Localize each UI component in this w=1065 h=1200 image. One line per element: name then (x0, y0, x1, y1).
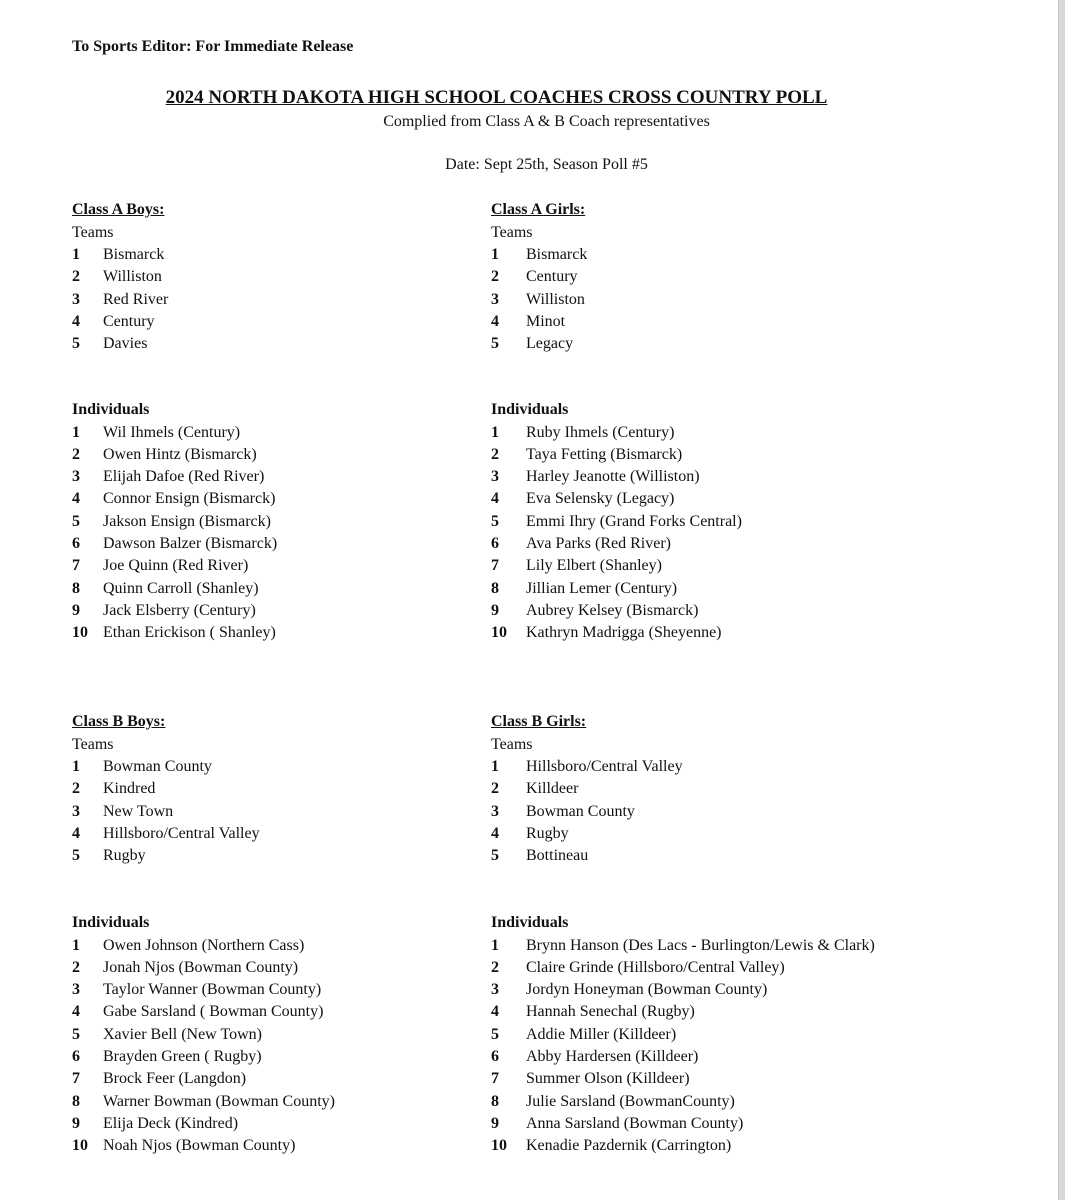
rank-number: 1 (491, 936, 499, 954)
class-b-girls-individuals-section (491, 912, 1011, 1157)
ranking-row (491, 957, 1011, 979)
ranking-row (72, 511, 452, 533)
ranking-row (72, 422, 452, 444)
ranking-row (491, 333, 991, 355)
ranked-name: Eva Selensky (Legacy) (526, 490, 675, 508)
rank-number: 9 (72, 1114, 80, 1132)
class-a-boys-individuals-list (72, 422, 452, 645)
rank-number: 2 (491, 268, 499, 286)
ranked-name: Red River (103, 290, 169, 308)
ranked-name: Taylor Wanner (Bowman County) (103, 981, 322, 999)
ranking-row (72, 1113, 452, 1135)
rank-number: 8 (491, 579, 499, 597)
rank-number: 1 (72, 758, 80, 775)
ranking-row (491, 511, 991, 533)
ranking-row (491, 845, 1011, 867)
rank-number: 7 (72, 1070, 80, 1088)
ranked-name: Bismarck (103, 246, 165, 263)
rank-number: 4 (72, 824, 80, 842)
ranking-row (72, 289, 452, 311)
rank-number: 8 (72, 579, 80, 597)
teams-label: Teams (491, 223, 533, 241)
ranking-row (72, 1135, 452, 1157)
rank-number: 4 (491, 824, 499, 842)
individuals-label: Individuals (491, 401, 569, 418)
rank-number: 10 (72, 1137, 88, 1155)
class-b-boys-individuals-list (72, 935, 452, 1158)
teams-label: Teams (491, 735, 533, 753)
rank-number: 5 (491, 512, 499, 530)
rank-number: 2 (491, 780, 499, 798)
ranked-name: Warner Bowman (Bowman County) (103, 1092, 335, 1110)
ranked-name: Davies (103, 335, 148, 353)
ranked-name: Minot (526, 312, 566, 330)
rank-number: 6 (72, 534, 80, 552)
poll-title: 2024 NORTH DAKOTA HIGH SCHOOL COACHES CROSS COUNTRY POLL (165, 87, 828, 108)
rank-number: 5 (72, 847, 80, 865)
ranked-name: Hannah Senechal (Rugby) (526, 1003, 695, 1021)
ranking-row (72, 1046, 452, 1068)
ranked-name: Anna Sarsland (Bowman County) (526, 1114, 744, 1132)
ranking-row (491, 1135, 1011, 1157)
ranking-row (491, 778, 1011, 800)
ranked-name: Bottineau (526, 847, 589, 865)
ranking-row (491, 801, 1011, 823)
rank-number: 6 (72, 1047, 80, 1065)
rank-number: 5 (72, 1025, 80, 1043)
ranking-row (491, 488, 991, 510)
individuals-label: Individuals (72, 914, 150, 931)
class-b-boys-individuals-section (72, 912, 452, 1157)
class-a-boys-teams-list (72, 244, 452, 355)
rank-number: 4 (72, 1003, 80, 1021)
class-a-girls-teams-section (491, 199, 991, 355)
ranking-row (491, 1001, 1011, 1023)
class-a-girls-teams-list (491, 244, 991, 355)
ranking-row (72, 801, 452, 823)
ranked-name: Jordyn Honeyman (Bowman County) (526, 981, 768, 999)
class-a-boys-title: Class A Boys: (72, 201, 165, 218)
ranked-name: Bowman County (526, 802, 635, 820)
teams-label: Teams (72, 735, 114, 753)
ranked-name: Century (103, 312, 155, 330)
rank-number: 4 (491, 1003, 499, 1021)
ranking-row (72, 1001, 452, 1023)
rank-number: 6 (491, 534, 499, 552)
ranked-name: Kindred (103, 780, 156, 798)
ranked-name: Gabe Sarsland ( Bowman County) (103, 1003, 324, 1021)
rank-number: 2 (72, 268, 80, 286)
ranking-row (491, 1046, 1011, 1068)
rank-number: 1 (72, 246, 80, 263)
ranking-row (72, 533, 452, 555)
rank-number: 4 (491, 312, 499, 330)
ranked-name: Century (526, 268, 578, 286)
ranked-name: Williston (526, 290, 585, 308)
poll-subtitle: Complied from Class A & B Coach representatives (383, 113, 710, 130)
rank-number: 5 (72, 335, 80, 353)
ranked-name: Killdeer (526, 780, 579, 798)
ranked-name: Brynn Hanson (Des Lacs - Burlington/Lewis & Clark) (526, 936, 875, 954)
ranked-name: Joe Quinn (Red River) (103, 557, 249, 575)
ranked-name: Kathryn Madrigga (Sheyenne) (526, 624, 722, 642)
ranking-row (491, 533, 991, 555)
rank-number: 3 (491, 290, 499, 308)
ranked-name: Jack Elsberry (Century) (103, 601, 256, 619)
class-a-girls-individuals-list (491, 422, 991, 645)
ranking-row (72, 778, 452, 800)
rank-number: 3 (72, 468, 80, 486)
rank-number: 8 (72, 1092, 80, 1110)
ranked-name: Abby Hardersen (Killdeer) (526, 1047, 699, 1065)
rank-number: 3 (491, 802, 499, 820)
rank-number: 2 (491, 445, 499, 463)
ranked-name: Summer Olson (Killdeer) (526, 1070, 690, 1088)
rank-number: 10 (491, 624, 507, 642)
rank-number: 5 (72, 512, 80, 530)
ranking-row (491, 1091, 1011, 1113)
ranking-row (72, 1024, 452, 1046)
ranking-row (491, 289, 991, 311)
ranked-name: Jonah Njos (Bowman County) (103, 958, 299, 976)
ranking-row (491, 311, 991, 333)
ranked-name: Ethan Erickison ( Shanley) (103, 624, 276, 642)
rank-number: 9 (491, 601, 499, 619)
ranking-row (491, 466, 991, 488)
rank-number: 2 (491, 958, 499, 976)
ranked-name: Jillian Lemer (Century) (526, 579, 678, 597)
class-a-boys-teams-section (72, 199, 452, 355)
rank-number: 2 (72, 445, 80, 463)
ranking-row (491, 979, 1011, 1001)
rank-number: 7 (491, 1070, 499, 1088)
rank-number: 5 (491, 1025, 499, 1043)
rank-number: 6 (491, 1047, 499, 1065)
ranked-name: Kenadie Pazdernik (Carrington) (526, 1137, 732, 1155)
ranking-row (72, 622, 452, 644)
rank-number: 9 (72, 601, 80, 619)
ranking-row (72, 823, 452, 845)
ranking-row (491, 1024, 1011, 1046)
ranked-name: Aubrey Kelsey (Bismarck) (526, 601, 699, 619)
ranking-row (491, 555, 991, 577)
class-b-girls-teams-section (491, 711, 1011, 867)
ranking-row (491, 1113, 1011, 1135)
ranked-name: Ava Parks (Red River) (526, 534, 671, 552)
rank-number: 7 (491, 557, 499, 575)
ranked-name: Claire Grinde (Hillsboro/Central Valley) (526, 958, 785, 976)
ranking-row (72, 444, 452, 466)
class-b-boys-teams-list (72, 756, 452, 867)
ranked-name: Rugby (103, 847, 146, 865)
ranked-name: Ruby Ihmels (Century) (526, 423, 675, 441)
ranking-row (491, 600, 991, 622)
ranking-row (491, 935, 1011, 957)
ranking-row (72, 600, 452, 622)
ranking-row (491, 823, 1011, 845)
rank-number: 1 (72, 936, 80, 954)
rank-number: 1 (491, 246, 499, 263)
rank-number: 5 (491, 335, 499, 353)
rank-number: 3 (72, 802, 80, 820)
class-a-girls-title: Class A Girls: (491, 201, 586, 218)
rank-number: 10 (72, 624, 88, 642)
ranking-row (72, 979, 452, 1001)
ranked-name: Hillsboro/Central Valley (526, 758, 683, 775)
ranking-row (491, 1068, 1011, 1090)
class-b-boys-title: Class B Boys: (72, 713, 166, 730)
ranking-row (72, 845, 452, 867)
ranked-name: Bowman County (103, 758, 212, 775)
ranking-row (491, 422, 991, 444)
rank-number: 1 (491, 423, 499, 441)
ranked-name: Elijah Dafoe (Red River) (103, 468, 265, 486)
ranked-name: New Town (103, 802, 174, 820)
ranked-name: Emmi Ihry (Grand Forks Central) (526, 512, 742, 530)
class-b-boys-teams-section (72, 711, 452, 867)
ranking-row (72, 333, 452, 355)
class-b-girls-teams-list (491, 756, 1011, 867)
ranked-name: Wil Ihmels (Century) (103, 423, 241, 441)
ranking-row (491, 756, 1011, 778)
rank-number: 4 (72, 312, 80, 330)
ranked-name: Owen Hintz (Bismarck) (103, 445, 257, 463)
rank-number: 3 (491, 468, 499, 486)
ranked-name: Quinn Carroll (Shanley) (103, 579, 259, 597)
ranking-row (72, 935, 452, 957)
individuals-label: Individuals (491, 914, 569, 931)
rank-number: 1 (72, 423, 80, 441)
ranking-row (72, 555, 452, 577)
rank-number: 3 (72, 290, 80, 308)
rank-number: 4 (72, 490, 80, 508)
ranked-name: Dawson Balzer (Bismarck) (103, 534, 278, 552)
ranked-name: Noah Njos (Bowman County) (103, 1137, 296, 1155)
rank-number: 1 (491, 758, 499, 775)
teams-label: Teams (72, 223, 114, 241)
rank-number: 2 (72, 780, 80, 798)
ranked-name: Connor Ensign (Bismarck) (103, 490, 276, 508)
ranked-name: Jakson Ensign (Bismarck) (103, 512, 271, 530)
ranked-name: Addie Miller (Killdeer) (526, 1025, 677, 1043)
ranking-row (72, 311, 452, 333)
ranking-row (72, 1091, 452, 1113)
ranked-name: Owen Johnson (Northern Cass) (103, 936, 305, 954)
rank-number: 2 (72, 958, 80, 976)
rank-number: 10 (491, 1137, 507, 1155)
ranked-name: Bismarck (526, 246, 588, 263)
rank-number: 4 (491, 490, 499, 508)
ranking-row (491, 266, 991, 288)
ranked-name: Xavier Bell (New Town) (103, 1025, 262, 1043)
ranking-row (72, 578, 452, 600)
individuals-label: Individuals (72, 401, 150, 418)
ranking-row (491, 444, 991, 466)
ranked-name: Brayden Green ( Rugby) (103, 1047, 262, 1065)
ranking-row (491, 578, 991, 600)
ranked-name: Elija Deck (Kindred) (103, 1114, 239, 1132)
class-b-girls-individuals-list (491, 935, 1011, 1158)
class-a-girls-individuals-section (491, 399, 991, 644)
ranked-name: Rugby (526, 824, 569, 842)
ranking-row (72, 266, 452, 288)
rank-number: 7 (72, 557, 80, 575)
ranking-row (72, 957, 452, 979)
ranking-row (72, 1068, 452, 1090)
class-b-girls-title: Class B Girls: (491, 713, 587, 730)
ranking-row (72, 466, 452, 488)
rank-number: 3 (72, 981, 80, 999)
ranking-row (72, 756, 452, 778)
ranked-name: Legacy (526, 335, 574, 353)
rank-number: 9 (491, 1114, 499, 1132)
rank-number: 3 (491, 981, 499, 999)
ranked-name: Taya Fetting (Bismarck) (526, 445, 683, 463)
rank-number: 8 (491, 1092, 499, 1110)
ranked-name: Hillsboro/Central Valley (103, 824, 260, 842)
rank-number: 5 (491, 847, 499, 865)
ranking-row (491, 244, 991, 266)
poll-date: Date: Sept 25th, Season Poll #5 (445, 156, 648, 173)
ranked-name: Harley Jeanotte (Williston) (526, 468, 700, 486)
ranked-name: Williston (103, 268, 162, 286)
ranked-name: Brock Feer (Langdon) (103, 1070, 247, 1088)
ranking-row (72, 488, 452, 510)
ranking-row (72, 244, 452, 266)
class-a-boys-individuals-section (72, 399, 452, 644)
ranked-name: Julie Sarsland (BowmanCounty) (526, 1092, 735, 1110)
release-header: To Sports Editor: For Immediate Release (72, 38, 354, 55)
ranking-row (491, 622, 991, 644)
ranked-name: Lily Elbert (Shanley) (526, 557, 662, 575)
